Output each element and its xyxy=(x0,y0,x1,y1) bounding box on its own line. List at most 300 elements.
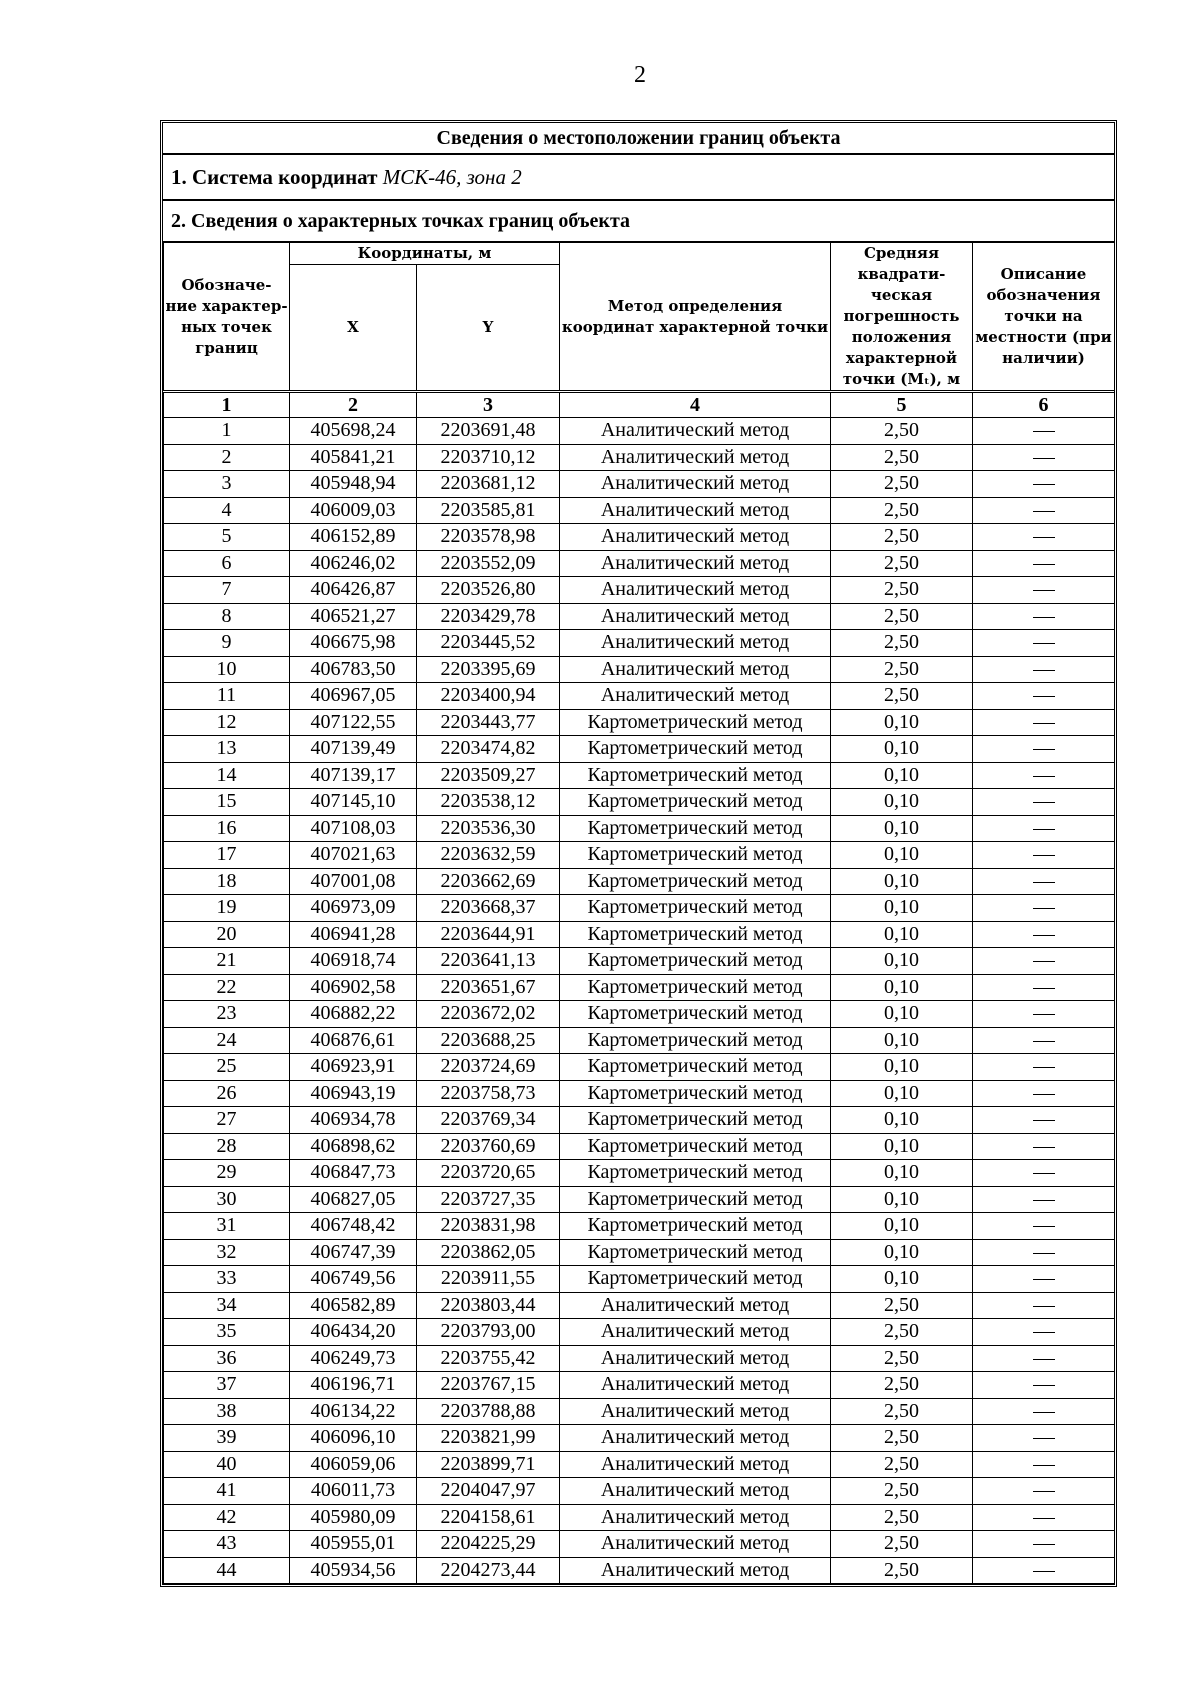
error-cell: 0,10 xyxy=(831,709,973,736)
header-y: Y xyxy=(417,265,560,392)
x-coordinate: 406876,61 xyxy=(290,1027,417,1054)
table-row xyxy=(164,524,1115,551)
x-coordinate: 405948,94 xyxy=(290,471,417,498)
table-row xyxy=(164,895,1115,922)
method-cell: Картометрический метод xyxy=(560,1054,831,1081)
point-number: 18 xyxy=(164,868,290,895)
method-cell: Аналитический метод xyxy=(560,524,831,551)
error-cell: 0,10 xyxy=(831,1107,973,1134)
y-coordinate: 2203769,34 xyxy=(417,1107,560,1134)
header-designation: Обозначе- ние характер- ных точек границ xyxy=(164,243,290,392)
error-cell: 2,50 xyxy=(831,1398,973,1425)
description-cell xyxy=(973,444,1115,471)
x-coordinate: 406749,56 xyxy=(290,1266,417,1293)
description-cell xyxy=(973,974,1115,1001)
x-coordinate: 406747,39 xyxy=(290,1239,417,1266)
table-row xyxy=(164,1186,1115,1213)
table-row xyxy=(164,709,1115,736)
dash-icon xyxy=(1033,564,1055,565)
table-row xyxy=(164,762,1115,789)
dash-icon xyxy=(1033,1359,1055,1360)
point-number: 42 xyxy=(164,1504,290,1531)
description-cell xyxy=(973,1107,1115,1134)
method-cell: Аналитический метод xyxy=(560,550,831,577)
point-number: 37 xyxy=(164,1372,290,1399)
point-number: 36 xyxy=(164,1345,290,1372)
description-cell xyxy=(973,1266,1115,1293)
coord-system-label: 1. Система координат xyxy=(171,165,383,189)
method-cell: Аналитический метод xyxy=(560,1425,831,1452)
y-coordinate: 2203445,52 xyxy=(417,630,560,657)
description-cell xyxy=(973,1160,1115,1187)
table-row xyxy=(164,577,1115,604)
point-number: 43 xyxy=(164,1531,290,1558)
description-cell xyxy=(973,1504,1115,1531)
header-description: Описание обозначения точки на местности (при наличии) xyxy=(973,243,1115,392)
point-number: 32 xyxy=(164,1239,290,1266)
error-cell: 0,10 xyxy=(831,895,973,922)
point-number: 9 xyxy=(164,630,290,657)
description-cell xyxy=(973,1345,1115,1372)
dash-icon xyxy=(1033,1544,1055,1545)
y-coordinate: 2203793,00 xyxy=(417,1319,560,1346)
method-cell: Картометрический метод xyxy=(560,762,831,789)
header-error: Средняя квадрати- ческая погрешность положения характерной точки (Mₜ), м xyxy=(831,243,973,392)
method-cell: Картометрический метод xyxy=(560,1160,831,1187)
point-number: 13 xyxy=(164,736,290,763)
table-banner xyxy=(163,123,1114,242)
method-cell: Картометрический метод xyxy=(560,1266,831,1293)
error-cell: 2,50 xyxy=(831,577,973,604)
x-coordinate: 407021,63 xyxy=(290,842,417,869)
dash-icon xyxy=(1033,1438,1055,1439)
point-number: 20 xyxy=(164,921,290,948)
method-cell: Аналитический метод xyxy=(560,577,831,604)
description-cell xyxy=(973,1451,1115,1478)
description-cell xyxy=(973,1398,1115,1425)
y-coordinate: 2203767,15 xyxy=(417,1372,560,1399)
x-coordinate: 406011,73 xyxy=(290,1478,417,1505)
point-number: 22 xyxy=(164,974,290,1001)
table-row xyxy=(164,1001,1115,1028)
point-number: 4 xyxy=(164,497,290,524)
table-row xyxy=(164,948,1115,975)
x-coordinate: 406521,27 xyxy=(290,603,417,630)
method-cell: Картометрический метод xyxy=(560,895,831,922)
error-cell: 0,10 xyxy=(831,1160,973,1187)
error-cell: 0,10 xyxy=(831,921,973,948)
method-cell: Аналитический метод xyxy=(560,656,831,683)
description-cell xyxy=(973,630,1115,657)
error-cell: 2,50 xyxy=(831,1451,973,1478)
method-cell: Картометрический метод xyxy=(560,815,831,842)
description-cell xyxy=(973,1292,1115,1319)
method-cell: Аналитический метод xyxy=(560,1372,831,1399)
x-coordinate: 406783,50 xyxy=(290,656,417,683)
point-number: 1 xyxy=(164,418,290,445)
method-cell: Аналитический метод xyxy=(560,683,831,710)
dash-icon xyxy=(1033,1067,1055,1068)
method-cell: Аналитический метод xyxy=(560,603,831,630)
y-coordinate: 2203821,99 xyxy=(417,1425,560,1452)
page-number: 2 xyxy=(634,62,646,88)
method-cell: Картометрический метод xyxy=(560,1133,831,1160)
error-cell: 2,50 xyxy=(831,656,973,683)
table-row xyxy=(164,656,1115,683)
x-coordinate: 406675,98 xyxy=(290,630,417,657)
y-coordinate: 2203443,77 xyxy=(417,709,560,736)
y-coordinate: 2203509,27 xyxy=(417,762,560,789)
y-coordinate: 2203688,25 xyxy=(417,1027,560,1054)
x-coordinate: 405980,09 xyxy=(290,1504,417,1531)
table-row xyxy=(164,1054,1115,1081)
x-coordinate: 406923,91 xyxy=(290,1054,417,1081)
x-coordinate: 405955,01 xyxy=(290,1531,417,1558)
dash-icon xyxy=(1033,670,1055,671)
table-row xyxy=(164,1345,1115,1372)
x-coordinate: 406582,89 xyxy=(290,1292,417,1319)
method-cell: Картометрический метод xyxy=(560,789,831,816)
y-coordinate: 2203641,13 xyxy=(417,948,560,975)
error-cell: 0,10 xyxy=(831,842,973,869)
method-cell: Аналитический метод xyxy=(560,1345,831,1372)
x-coordinate: 405698,24 xyxy=(290,418,417,445)
point-number: 5 xyxy=(164,524,290,551)
error-cell: 2,50 xyxy=(831,471,973,498)
description-cell xyxy=(973,1213,1115,1240)
error-cell: 2,50 xyxy=(831,1345,973,1372)
dash-icon xyxy=(1033,829,1055,830)
table-row xyxy=(164,921,1115,948)
x-coordinate: 407139,49 xyxy=(290,736,417,763)
error-cell: 2,50 xyxy=(831,444,973,471)
method-cell: Аналитический метод xyxy=(560,1478,831,1505)
point-number: 21 xyxy=(164,948,290,975)
y-coordinate: 2204158,61 xyxy=(417,1504,560,1531)
dash-icon xyxy=(1033,1120,1055,1121)
error-cell: 2,50 xyxy=(831,603,973,630)
dash-icon xyxy=(1033,1014,1055,1015)
error-cell: 0,10 xyxy=(831,948,973,975)
dash-icon xyxy=(1033,1571,1055,1572)
x-coordinate: 406943,19 xyxy=(290,1080,417,1107)
error-cell: 2,50 xyxy=(831,1504,973,1531)
description-cell xyxy=(973,550,1115,577)
description-cell xyxy=(973,656,1115,683)
points-heading: 2. Сведения о характерных точках границ объекта xyxy=(163,199,1114,241)
points-table xyxy=(163,242,1115,1584)
dash-icon xyxy=(1033,961,1055,962)
y-coordinate: 2204047,97 xyxy=(417,1478,560,1505)
dash-icon xyxy=(1033,908,1055,909)
error-cell: 0,10 xyxy=(831,1027,973,1054)
column-number: 3 xyxy=(417,392,560,418)
error-cell: 0,10 xyxy=(831,868,973,895)
y-coordinate: 2203651,67 xyxy=(417,974,560,1001)
point-number: 44 xyxy=(164,1557,290,1584)
description-cell xyxy=(973,577,1115,604)
description-cell xyxy=(973,1054,1115,1081)
table-row xyxy=(164,1557,1115,1584)
method-cell: Аналитический метод xyxy=(560,497,831,524)
x-coordinate: 406898,62 xyxy=(290,1133,417,1160)
point-number: 11 xyxy=(164,683,290,710)
dash-icon xyxy=(1033,696,1055,697)
description-cell xyxy=(973,762,1115,789)
method-cell: Картометрический метод xyxy=(560,1080,831,1107)
y-coordinate: 2203760,69 xyxy=(417,1133,560,1160)
point-number: 3 xyxy=(164,471,290,498)
table-row xyxy=(164,815,1115,842)
table-row xyxy=(164,1451,1115,1478)
points-table-body xyxy=(164,392,1115,1584)
method-cell: Картометрический метод xyxy=(560,842,831,869)
table-row xyxy=(164,1425,1115,1452)
x-coordinate: 406882,22 xyxy=(290,1001,417,1028)
x-coordinate: 405841,21 xyxy=(290,444,417,471)
column-number: 1 xyxy=(164,392,290,418)
dash-icon xyxy=(1033,855,1055,856)
error-cell: 2,50 xyxy=(831,1292,973,1319)
table-title: Сведения о местоположении границ объекта xyxy=(436,127,841,149)
y-coordinate: 2203662,69 xyxy=(417,868,560,895)
description-cell xyxy=(973,497,1115,524)
method-cell: Картометрический метод xyxy=(560,1027,831,1054)
dash-icon xyxy=(1033,511,1055,512)
y-coordinate: 2203672,02 xyxy=(417,1001,560,1028)
y-coordinate: 2203788,88 xyxy=(417,1398,560,1425)
y-coordinate: 2203585,81 xyxy=(417,497,560,524)
table-row xyxy=(164,842,1115,869)
point-number: 2 xyxy=(164,444,290,471)
error-cell: 0,10 xyxy=(831,736,973,763)
method-cell: Картометрический метод xyxy=(560,1001,831,1028)
point-number: 8 xyxy=(164,603,290,630)
x-coordinate: 407145,10 xyxy=(290,789,417,816)
method-cell: Аналитический метод xyxy=(560,630,831,657)
point-number: 7 xyxy=(164,577,290,604)
description-cell xyxy=(973,921,1115,948)
dash-icon xyxy=(1033,776,1055,777)
dash-icon xyxy=(1033,484,1055,485)
table-row xyxy=(164,868,1115,895)
y-coordinate: 2203632,59 xyxy=(417,842,560,869)
dash-icon xyxy=(1033,802,1055,803)
y-coordinate: 2203720,65 xyxy=(417,1160,560,1187)
error-cell: 2,50 xyxy=(831,1372,973,1399)
y-coordinate: 2203526,80 xyxy=(417,577,560,604)
description-cell xyxy=(973,868,1115,895)
error-cell: 2,50 xyxy=(831,1478,973,1505)
y-coordinate: 2204273,44 xyxy=(417,1557,560,1584)
dash-icon xyxy=(1033,590,1055,591)
error-cell: 2,50 xyxy=(831,497,973,524)
dash-icon xyxy=(1033,431,1055,432)
table-row xyxy=(164,1478,1115,1505)
dash-icon xyxy=(1033,723,1055,724)
y-coordinate: 2203724,69 xyxy=(417,1054,560,1081)
dash-icon xyxy=(1033,1147,1055,1148)
dash-icon xyxy=(1033,1094,1055,1095)
table-row xyxy=(164,1292,1115,1319)
method-cell: Картометрический метод xyxy=(560,709,831,736)
y-coordinate: 2203474,82 xyxy=(417,736,560,763)
error-cell: 2,50 xyxy=(831,1557,973,1584)
description-cell xyxy=(973,1239,1115,1266)
point-number: 19 xyxy=(164,895,290,922)
description-cell xyxy=(973,1080,1115,1107)
x-coordinate: 407108,03 xyxy=(290,815,417,842)
point-number: 23 xyxy=(164,1001,290,1028)
y-coordinate: 2203755,42 xyxy=(417,1345,560,1372)
table-row xyxy=(164,630,1115,657)
table-row xyxy=(164,1266,1115,1293)
table-row xyxy=(164,789,1115,816)
column-number: 6 xyxy=(973,392,1115,418)
point-number: 30 xyxy=(164,1186,290,1213)
y-coordinate: 2203803,44 xyxy=(417,1292,560,1319)
x-coordinate: 406941,28 xyxy=(290,921,417,948)
x-coordinate: 406096,10 xyxy=(290,1425,417,1452)
point-number: 12 xyxy=(164,709,290,736)
method-cell: Аналитический метод xyxy=(560,1451,831,1478)
method-cell: Аналитический метод xyxy=(560,418,831,445)
dash-icon xyxy=(1033,1173,1055,1174)
point-number: 41 xyxy=(164,1478,290,1505)
method-cell: Аналитический метод xyxy=(560,1292,831,1319)
column-number: 4 xyxy=(560,392,831,418)
error-cell: 2,50 xyxy=(831,1425,973,1452)
dash-icon xyxy=(1033,1253,1055,1254)
dash-icon xyxy=(1033,1491,1055,1492)
y-coordinate: 2203862,05 xyxy=(417,1239,560,1266)
y-coordinate: 2203400,94 xyxy=(417,683,560,710)
dash-icon xyxy=(1033,749,1055,750)
error-cell: 2,50 xyxy=(831,1531,973,1558)
x-coordinate: 406009,03 xyxy=(290,497,417,524)
description-cell xyxy=(973,1425,1115,1452)
y-coordinate: 2203681,12 xyxy=(417,471,560,498)
point-number: 33 xyxy=(164,1266,290,1293)
y-coordinate: 2203691,48 xyxy=(417,418,560,445)
x-coordinate: 407139,17 xyxy=(290,762,417,789)
error-cell: 2,50 xyxy=(831,1319,973,1346)
y-coordinate: 2204225,29 xyxy=(417,1531,560,1558)
x-coordinate: 406059,06 xyxy=(290,1451,417,1478)
description-cell xyxy=(973,1133,1115,1160)
error-cell: 0,10 xyxy=(831,1001,973,1028)
point-number: 35 xyxy=(164,1319,290,1346)
error-cell: 2,50 xyxy=(831,630,973,657)
error-cell: 2,50 xyxy=(831,550,973,577)
y-coordinate: 2203538,12 xyxy=(417,789,560,816)
table-row xyxy=(164,471,1115,498)
point-number: 40 xyxy=(164,1451,290,1478)
error-cell: 0,10 xyxy=(831,1213,973,1240)
error-cell: 0,10 xyxy=(831,1239,973,1266)
description-cell xyxy=(973,789,1115,816)
error-cell: 0,10 xyxy=(831,1266,973,1293)
method-cell: Картометрический метод xyxy=(560,736,831,763)
error-cell: 0,10 xyxy=(831,1080,973,1107)
description-cell xyxy=(973,842,1115,869)
point-number: 6 xyxy=(164,550,290,577)
y-coordinate: 2203395,69 xyxy=(417,656,560,683)
description-cell xyxy=(973,948,1115,975)
description-cell xyxy=(973,1186,1115,1213)
table-row xyxy=(164,444,1115,471)
dash-icon xyxy=(1033,882,1055,883)
table-row xyxy=(164,603,1115,630)
dash-icon xyxy=(1033,1200,1055,1201)
point-number: 25 xyxy=(164,1054,290,1081)
table-row xyxy=(164,683,1115,710)
y-coordinate: 2203578,98 xyxy=(417,524,560,551)
description-cell xyxy=(973,1372,1115,1399)
point-number: 15 xyxy=(164,789,290,816)
dash-icon xyxy=(1033,1041,1055,1042)
x-coordinate: 406934,78 xyxy=(290,1107,417,1134)
dash-icon xyxy=(1033,1465,1055,1466)
error-cell: 2,50 xyxy=(831,418,973,445)
method-cell: Аналитический метод xyxy=(560,1319,831,1346)
point-number: 14 xyxy=(164,762,290,789)
method-cell: Картометрический метод xyxy=(560,921,831,948)
header-method: Метод определения координат характерной точки xyxy=(560,243,831,392)
dash-icon xyxy=(1033,1306,1055,1307)
x-coordinate: 406152,89 xyxy=(290,524,417,551)
x-coordinate: 406827,05 xyxy=(290,1186,417,1213)
point-number: 31 xyxy=(164,1213,290,1240)
x-coordinate: 406134,22 xyxy=(290,1398,417,1425)
dash-icon xyxy=(1033,1385,1055,1386)
dash-icon xyxy=(1033,643,1055,644)
error-cell: 2,50 xyxy=(831,524,973,551)
method-cell: Картометрический метод xyxy=(560,1239,831,1266)
y-coordinate: 2203710,12 xyxy=(417,444,560,471)
y-coordinate: 2203758,73 xyxy=(417,1080,560,1107)
method-cell: Картометрический метод xyxy=(560,1213,831,1240)
x-coordinate: 405934,56 xyxy=(290,1557,417,1584)
error-cell: 0,10 xyxy=(831,762,973,789)
table-row xyxy=(164,1107,1115,1134)
description-cell xyxy=(973,603,1115,630)
error-cell: 0,10 xyxy=(831,1054,973,1081)
method-cell: Аналитический метод xyxy=(560,1504,831,1531)
y-coordinate: 2203536,30 xyxy=(417,815,560,842)
error-cell: 0,10 xyxy=(831,974,973,1001)
x-coordinate: 406249,73 xyxy=(290,1345,417,1372)
description-cell xyxy=(973,1027,1115,1054)
x-coordinate: 407001,08 xyxy=(290,868,417,895)
y-coordinate: 2203899,71 xyxy=(417,1451,560,1478)
y-coordinate: 2203552,09 xyxy=(417,550,560,577)
table-row xyxy=(164,1531,1115,1558)
dash-icon xyxy=(1033,1518,1055,1519)
x-coordinate: 406973,09 xyxy=(290,895,417,922)
dash-icon xyxy=(1033,537,1055,538)
description-cell xyxy=(973,471,1115,498)
method-cell: Картометрический метод xyxy=(560,1107,831,1134)
point-number: 26 xyxy=(164,1080,290,1107)
dash-icon xyxy=(1033,988,1055,989)
y-coordinate: 2203831,98 xyxy=(417,1213,560,1240)
y-coordinate: 2203644,91 xyxy=(417,921,560,948)
error-cell: 0,10 xyxy=(831,1133,973,1160)
method-cell: Картометрический метод xyxy=(560,948,831,975)
point-number: 27 xyxy=(164,1107,290,1134)
x-coordinate: 406847,73 xyxy=(290,1160,417,1187)
